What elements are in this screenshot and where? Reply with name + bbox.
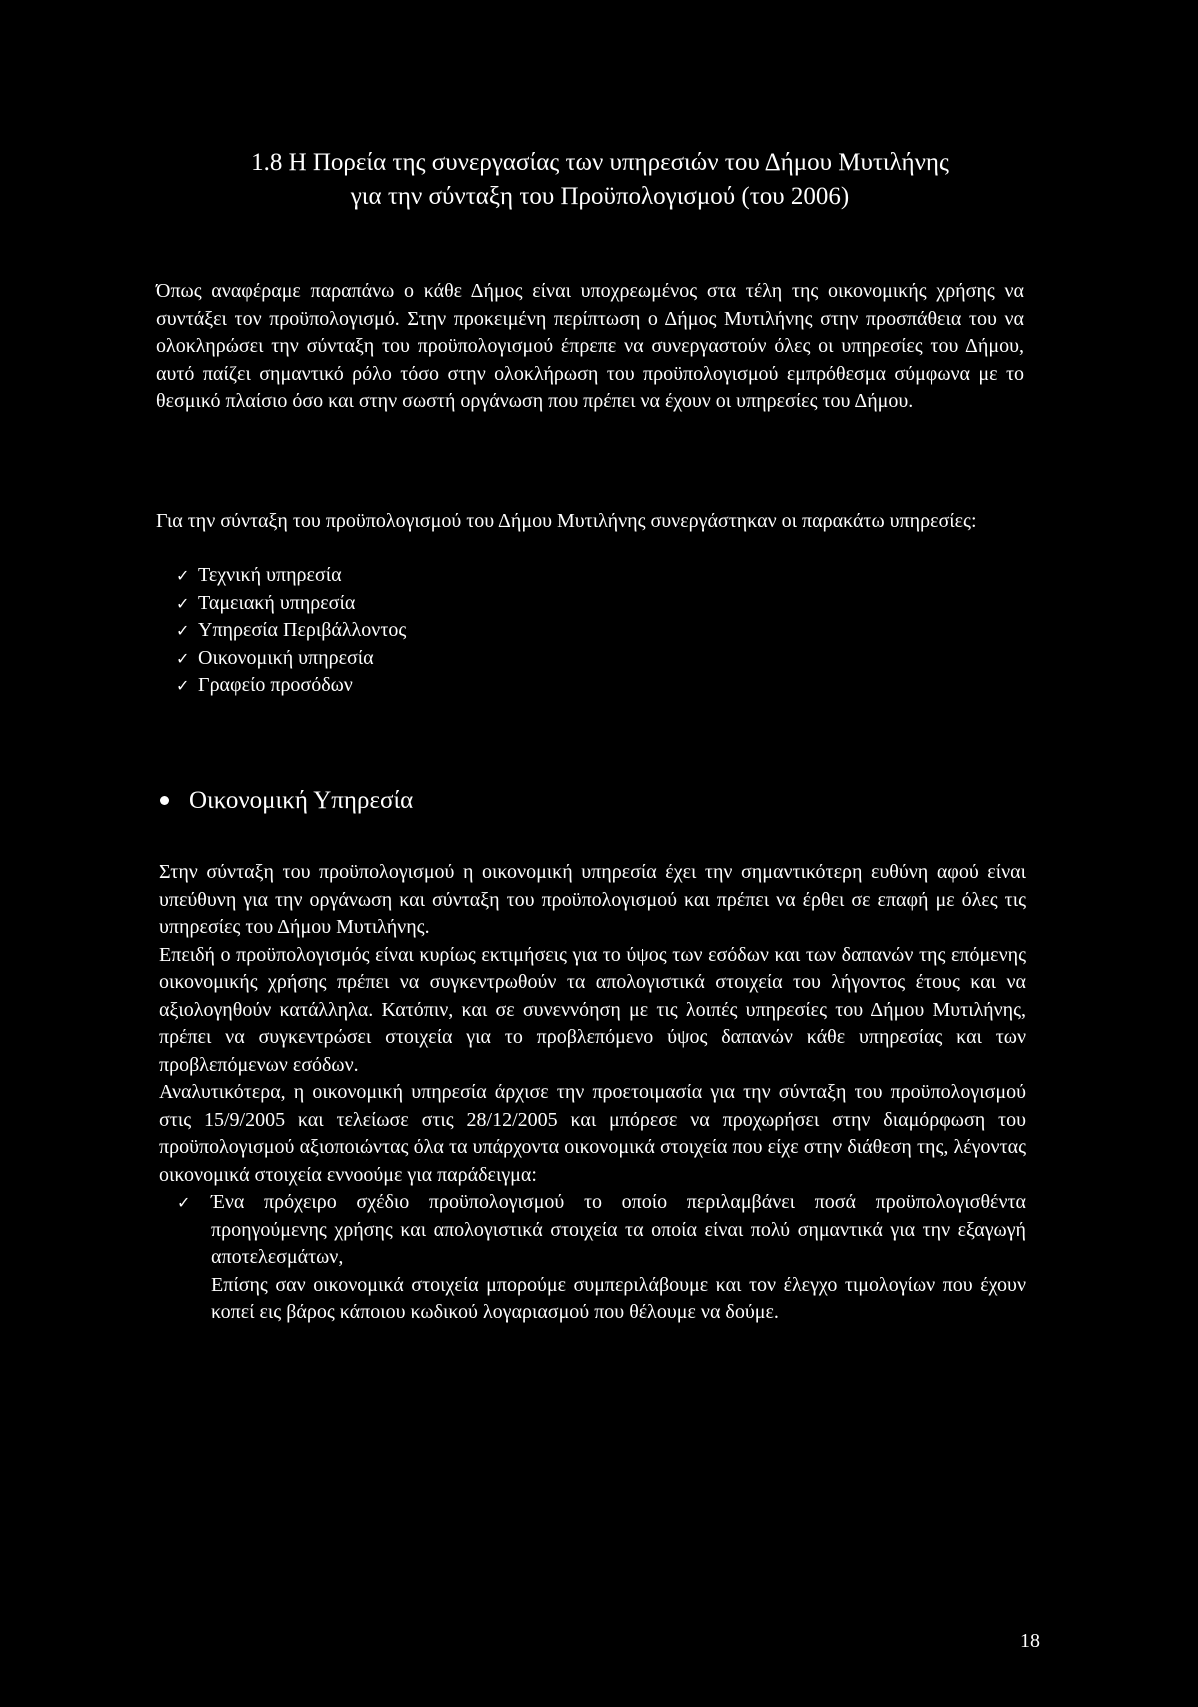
list-item <box>176 672 406 700</box>
list-item <box>176 590 406 618</box>
subsection-body <box>159 859 1026 1327</box>
heading-line-2: για την σύνταξη του Προϋπολογισμού (του 2006) <box>350 183 850 210</box>
heading-line-1: 1.8 Η Πορεία της συνεργασίας των υπηρεσιών του Δήμου Μυτιλήνης <box>251 149 949 176</box>
list-item <box>176 645 406 673</box>
service-label: Ταμειακή υπηρεσία <box>198 591 356 614</box>
example-text: Ένα πρόχειρο σχέδιο προϋπολογισμού το οποίο περιλαμβάνει ποσά προϋπολογισθέντα προηγούμενης χρήσης και απολογιστικά στοιχεία τα οποία είναι πολύ σημαντικά για την εξαγωγή αποτελεσμάτων, <box>211 1191 1026 1268</box>
check-icon: ✓ <box>176 593 190 613</box>
check-icon: ✓ <box>177 1193 191 1212</box>
examples-list <box>159 1189 1026 1327</box>
section-heading <box>150 146 1050 214</box>
subsection-title <box>160 784 413 818</box>
page-number: 18 <box>1020 1630 1040 1652</box>
list-item <box>176 562 406 590</box>
check-icon: ✓ <box>176 648 190 668</box>
service-label: Υπηρεσία Περιβάλλοντος <box>198 619 407 641</box>
intro-paragraph: Όπως αναφέραμε παραπάνω ο κάθε Δήμος είναι υποχρεωμένος στα τέλη της οικονομικής χρήσης να συντάξει τον προϋπολογισμό. Στην προκειμένη περίπτωση ο Δήμος Μυτιλήνης στην προσπάθεια του να ολοκληρώσει την σύνταξη του προϋπολογισμού έπρεπε να συνεργαστούν όλες οι υπηρεσίες του Δήμου, αυτό παίζει σημαντικό ρόλο τόσο στην ολοκλήρωση του προϋπολογισμού εμπρόθεσμα σύμφωνα με το θεσμικό πλαίσιο όσο και στην σωστή οργάνωση που πρέπει να έχουν οι υπηρεσίες του Δήμου. <box>156 280 1024 412</box>
list-item <box>176 617 406 645</box>
list-item <box>159 1189 1026 1272</box>
body-paragraph: Επειδή ο προϋπολογισμός είναι κυρίως εκτιμήσεις για το ύψος των εσόδων και των δαπανών της επόμενης οικονομικής χρήσης πρέπει να συγκεντρωθούν τα απολογιστικά στοιχεία του λήγοντος έτους και να αξιολογηθούν κατάλληλα. Κατόπιν, και σε συνεννόηση με τις λοιπές υπηρεσίες του Δήμου Μυτιλήνης, πρέπει να συγκεντρώσει στοιχεία για το προβλεπόμενο ύψος δαπανών κάθε υπηρεσίας και των προβλεπόμενων εσόδων. <box>159 943 1026 1076</box>
subsection-title-text: Οικονομική Υπηρεσία <box>189 787 414 814</box>
example-text: Επίσης σαν οικονομικά στοιχεία μπορούμε συμπεριλάβουμε και τον έλεγχο τιμολογίων που έχουν κοπεί εις βάρος κάποιου κωδικού λογαριασμού που θέλουμε να δούμε. <box>211 1273 1026 1323</box>
services-list <box>176 562 406 700</box>
bullet-icon <box>160 796 169 805</box>
check-icon: ✓ <box>176 621 190 640</box>
service-label: Γραφείο προσόδων <box>198 674 353 696</box>
check-icon: ✓ <box>176 566 190 585</box>
service-label: Τεχνική υπηρεσία <box>198 564 342 586</box>
body-paragraph: Στην σύνταξη του προϋπολογισμού η οικονομική υπηρεσία έχει την σημαντικότερη ευθύνη αφού είναι υπεύθυνη για την οργάνωση και σύνταξη του προϋπολογισμού και πρέπει να έρθει σε επαφή με όλες τις υπηρεσίες του Δήμου Μυτιλήνης. <box>159 861 1026 938</box>
service-label: Οικονομική υπηρεσία <box>198 646 374 669</box>
body-paragraph: Αναλυτικότερα, η οικονομική υπηρεσία άρχισε την προετοιμασία για την σύνταξη του προϋπολογισμού στις 15/9/2005 και τελείωσε στις 28/12/2005 και μπόρεσε να προχωρήσει στην διαμόρφωση του προϋπολογισμού αξιοποιώντας όλα τα υπάρχοντα οικονομικά στοιχεία που είχε στην διάθεση της, λέγοντας οικονομικά στοιχεία εννοούμε για παράδειγμα: <box>159 1081 1026 1186</box>
check-icon: ✓ <box>176 676 190 695</box>
list-item <box>159 1272 1026 1327</box>
services-intro: Για την σύνταξη του προϋπολογισμού του Δήμου Μυτιλήνης συνεργάστηκαν οι παρακάτω υπηρεσίες: <box>156 510 977 532</box>
